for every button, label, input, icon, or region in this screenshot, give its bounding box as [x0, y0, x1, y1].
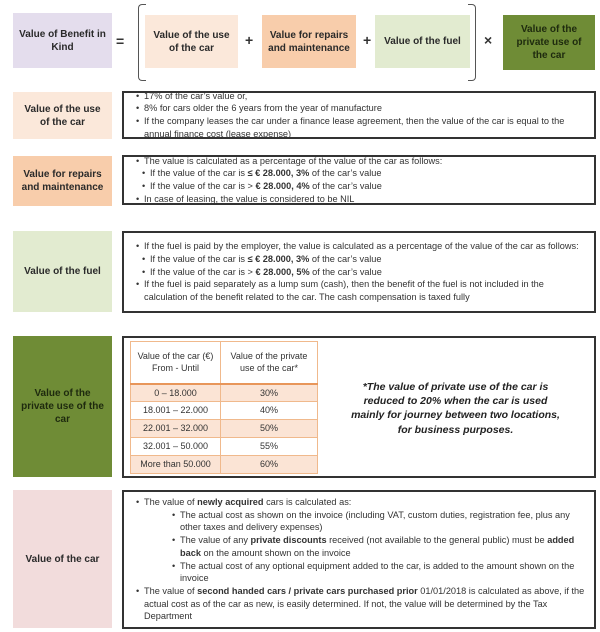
section-details-repairs: [122, 155, 596, 205]
bold-text: second handed cars / private cars purchased prior: [197, 585, 418, 596]
plus-sign: +: [245, 32, 254, 48]
private-use-table: [130, 341, 318, 474]
bullet-item: [136, 278, 586, 303]
text: If the value of the car is >: [150, 266, 256, 277]
bullet-item: [172, 509, 586, 534]
bullet-item: [136, 193, 586, 206]
bullet-item: [136, 240, 586, 253]
right-bracket: [468, 4, 476, 81]
table-cell: 50%: [221, 420, 318, 438]
table-cell: 55%: [221, 438, 318, 456]
equals-sign: =: [116, 33, 125, 49]
table-cell: 32.001 – 50.000: [131, 438, 221, 456]
text: If the value of the car is: [150, 253, 248, 264]
text: on the amount shown on the invoice: [200, 547, 351, 558]
bullet-item: [142, 253, 586, 266]
text: of the car’s value: [309, 266, 382, 277]
text: The value of: [144, 585, 198, 596]
bold-text: € 28.000, 5%: [255, 266, 310, 277]
plus-sign: +: [363, 32, 372, 48]
text: of the car’s value: [309, 181, 382, 191]
table-cell: 22.001 – 32.000: [131, 420, 221, 438]
table-row: [131, 384, 318, 402]
text: If the company leases the car under a finance lease agreement, then the value of the car is equal to the annual finance cost (lease expense): [144, 116, 565, 139]
text: The value of: [144, 497, 198, 508]
text: The value of any: [180, 535, 251, 546]
text: If the value of the car is >: [150, 181, 256, 191]
bullet-item: [142, 266, 586, 279]
text: The actual cost as shown on the invoice (including VAT, custom duties, registration fee, plus any other taxes and delivery expenses): [180, 509, 570, 533]
section-label-repairs: Value for repairs and maintenance: [13, 156, 112, 206]
text: The value is calculated as a percentage of the value of the car as follows:: [144, 155, 443, 166]
text: If the fuel is paid by the employer, the value is calculated as a percentage of the value of the car as follows:: [144, 241, 579, 252]
section-details-use-of-car: [122, 91, 596, 139]
table-row: [131, 402, 318, 420]
table-header: Value of the car (€) From - Until: [131, 342, 221, 384]
bold-text: ≤ € 28.000, 3%: [247, 168, 310, 179]
text: 17% of the car’s value or,: [144, 90, 248, 101]
text: 8% for cars older the 6 years from the year of manufacture: [144, 103, 382, 114]
bullet-item: [142, 167, 586, 180]
private-use-box: Value of the private use of the car: [503, 15, 595, 70]
times-sign: ×: [484, 32, 493, 48]
table-cell: More than 50.000: [131, 456, 221, 474]
bullet-item: [136, 102, 586, 115]
section-label-car-value: Value of the car: [13, 490, 112, 628]
table-cell: 0 – 18.000: [131, 384, 221, 402]
table-row: [131, 420, 318, 438]
text: If the fuel is paid separately as a lump sum (cash), then the benefit of the fuel is not included in the calculation of the benefit related to the car. The cash compensation is taxed fully: [144, 279, 544, 303]
table-header: Value of the private use of the car*: [221, 342, 318, 384]
table-row: [131, 456, 318, 474]
section-details-car-value: [122, 490, 596, 629]
bullet-item: [136, 155, 586, 168]
bold-text: € 28.000, 4%: [255, 181, 310, 191]
table-cell: 30%: [221, 384, 318, 402]
table-cell: 60%: [221, 456, 318, 474]
text: of the car’s value: [309, 253, 382, 264]
text: received (not available to the general public) must be: [326, 535, 548, 546]
table-header-row: [131, 342, 318, 384]
section-label-fuel: Value of the fuel: [13, 231, 112, 312]
text: In case of leasing, the value is considered to be NIL: [144, 193, 355, 204]
text: cars is calculated as:: [263, 497, 352, 508]
bullet-item: [136, 90, 586, 103]
private-use-note: *The value of private use of the car is reduced to 20% when the car is used mainly for journey between two locations, for business purposes.: [351, 381, 560, 436]
bullet-item: [136, 115, 586, 140]
text: 01/01/2018 is calculated as above, if the actual cost as of the car as new, is easily determined. If not, the value will be determined by the Tax Department: [144, 585, 585, 622]
use-of-car-box: Value of the use of the car: [145, 15, 238, 68]
table-cell: 40%: [221, 402, 318, 420]
repairs-box: Value for repairs and maintenance: [262, 15, 356, 68]
bold-text: private discounts: [250, 535, 327, 546]
table-row: [131, 438, 318, 456]
bullet-item: [136, 585, 586, 623]
fuel-box: Value of the fuel: [375, 15, 470, 68]
bold-text: ≤ € 28.000, 3%: [247, 253, 310, 264]
table-cell: 18.001 – 22.000: [131, 402, 221, 420]
bold-text: added back: [180, 535, 575, 558]
text: The actual cost of any optional equipment added to the car, is added to the amount shown on the invoice: [180, 560, 575, 584]
bullet-item: [172, 560, 586, 585]
section-label-private-use: Value of the private use of the car: [13, 336, 112, 477]
bold-text: newly acquired: [197, 497, 264, 508]
bullet-item: [172, 534, 586, 559]
bullet-item: [136, 496, 586, 509]
section-label-use-of-car: Value of the use of the car: [13, 92, 112, 139]
text: If the value of the car is: [150, 168, 248, 179]
benefit-in-kind-box: Value of Benefit in Kind: [13, 13, 112, 68]
text: of the car’s value: [309, 168, 382, 179]
section-details-private-use: [122, 336, 596, 478]
section-details-fuel: [122, 231, 596, 313]
bullet-item: [142, 180, 586, 193]
